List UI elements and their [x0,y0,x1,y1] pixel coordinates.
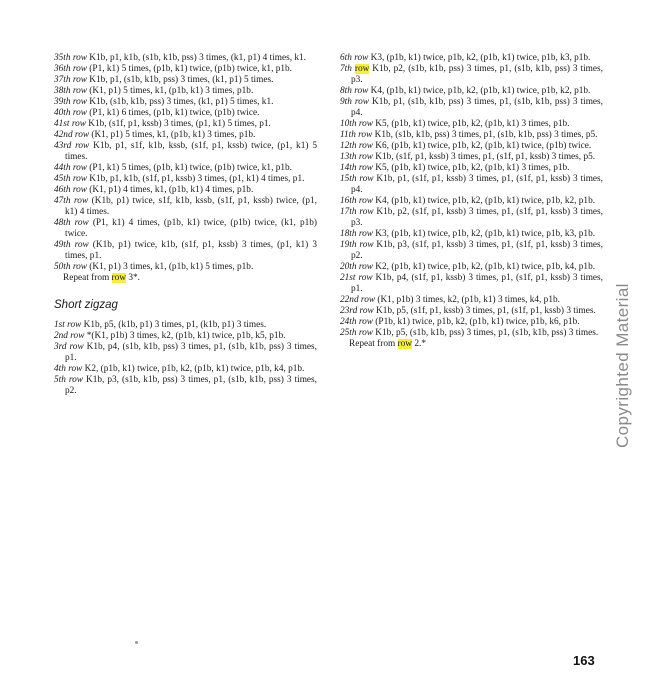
pattern-row [340,119,603,130]
row-instructions: K1b, p2, (s1b, k1b, pss) 3 times, p1, (s1b, k1b, pss) 3 times, p3. [351,64,603,85]
row-instructions: K4, (p1b, k1) twice, p1b, k2, (p1b, k1) twice, p1b, k2, p1b. [368,86,591,96]
row-label: 49th row [54,240,89,250]
row-instructions: (K1, p1) 5 times, k1, (p1b, k1) 3 times, p1b. [89,130,256,140]
row-instructions: K1b, p1, s1f, k1b, kssb, (s1f, p1, kssb) twice, (p1, k1) 5 times. [65,141,317,162]
pattern-row [340,97,603,119]
row-instructions: K6, (p1b, k1) twice, p1b, k2, (p1b, k1) twice, (p1b) twice. [372,141,592,151]
pattern-row [54,163,317,174]
repeat-text: Repeat from [349,339,398,349]
pattern-row [340,152,603,163]
repeat-instruction [54,273,317,284]
pattern-row [54,53,317,64]
row-label: 35th row [54,53,87,63]
row-instructions: K3, (p1b, k1) twice, p1b, k2, (p1b, k1) twice, p1b, k3, p1b. [372,229,596,239]
row-label: 3rd row [54,342,84,352]
pattern-row [340,53,603,64]
row-label: 6th row [340,53,369,63]
row-instructions: (K1b, p1) twice, k1b, (s1f, p1, kssb) 3 times, (p1, k1) 3 times, p1. [65,240,317,261]
row-instructions: K1b, p1, (s1f, p1, kssb) 3 times, p1, (s1f, p1, kssb) 3 times, p4. [351,174,603,195]
row-instructions: K1b, p5, (s1b, k1b, pss) 3 times, p1, (s1b, k1b, pss) 3 times. [372,328,599,338]
row-label: 40th row [54,108,87,118]
row-label: 47th row [54,196,89,206]
row-instructions: K1b, (s1f, p1, kssb) 3 times, (p1, k1) 5 times, p1. [85,119,271,129]
row-label: 21st row [340,273,373,283]
pattern-row [54,86,317,97]
pattern-row [54,331,317,342]
zigzag-rows-continued [54,53,317,273]
row-label: 25th row [340,328,373,338]
row-instructions: K1b, p4, (s1b, k1b, pss) 3 times, p1, (s1b, k1b, pss) 3 times, p1. [65,342,317,363]
row-label: 42nd row [54,130,90,140]
row-instructions: (K1, p1) 4 times, k1, (p1b, k1) 4 times, p1b. [86,185,254,195]
row-instructions: (P1, k1) 4 times, (p1b, k1) twice, (p1b) twice, (k1, p1b) twice. [65,218,317,239]
pattern-row [340,86,603,97]
pattern-row [54,218,317,240]
row-label: 44th row [54,163,87,173]
repeat-text-end: 2.* [412,339,426,349]
row-label: 50th row [54,262,87,272]
pattern-row [54,97,317,108]
pattern-row [54,364,317,375]
row-label: 16th row [340,196,373,206]
row-label: 39th row [54,97,87,107]
row-label: 9th row [340,97,370,107]
row-label: 43rd row [54,141,90,151]
row-instructions: K1b, p3, (s1b, k1b, pss) 3 times, p1, (s1b, k1b, pss) 3 times, p2. [65,375,317,396]
pattern-row [340,207,603,229]
section-title: Short zigzag [54,299,118,311]
row-instructions: K1b, p1, (s1b, k1b, pss) 3 times, (k1, p1) 5 times. [86,75,274,85]
repeat-instruction [340,339,603,350]
highlighted-word: row [354,64,370,74]
pattern-row [340,64,603,86]
row-label: 18th row [340,229,373,239]
page-number: 163 [573,653,595,668]
pattern-row [54,262,317,273]
row-instructions: K1b, (s1b, k1b, pss) 3 times, p1, (s1b, k1b, pss) 3 times, p5. [372,130,598,140]
row-instructions: K1b, (s1f, p1, kssb) 3 times, p1, (s1f, p1, kssb) 3 times, p5. [372,152,596,162]
watermark: Copyrighted Material [613,283,632,448]
row-label: 8th row [340,86,369,96]
row-label: 11th row [340,130,373,140]
pattern-row [54,196,317,218]
repeat-text-end: 3*. [126,273,140,283]
pattern-row [54,108,317,119]
row-instructions: (P1b, k1) twice, p1b, k2, (p1b, k1) twice, p1b, k6, p1b. [372,317,580,327]
row-label: 7th [340,64,355,74]
pattern-row [54,185,317,196]
row-label: 22nd row [340,295,376,305]
pattern-row [54,119,317,130]
row-instructions: (K1, p1b) 3 times, k2, (p1b, k1) 3 times, k4, p1b. [375,295,560,305]
highlighted-word: row [397,339,413,349]
pattern-row [340,163,603,174]
pattern-row [340,273,603,295]
row-instructions: K1b, p3, (s1f, p1, kssb) 3 times, p1, (s1f, p1, kssb) 3 times, p2. [351,240,603,261]
row-instructions: (K1, p1) 3 times, k1, (p1b, k1) 5 times, p1b. [86,262,254,272]
row-instructions: K1b, p1, k1b, (s1f, p1, kssb) 3 times, (p1, k1) 4 times, p1. [86,174,305,184]
row-label: 36th row [54,64,87,74]
short-zigzag-rows-continued [340,53,603,339]
row-label: 23rd row [340,306,374,316]
row-label: 37th row [54,75,87,85]
row-instructions: (P1, k1) 5 times, (p1b, k1) twice, (p1b) twice, k1, p1b. [86,163,292,173]
row-instructions: K2, (p1b, k1) twice, p1b, k2, (p1b, k1) twice, p1b, k4, p1b. [372,262,596,272]
pattern-row [54,375,317,397]
row-label: 2nd row [54,331,85,341]
pattern-row [340,229,603,240]
row-label: 41st row [54,119,86,129]
pattern-row [340,262,603,273]
pattern-row [54,342,317,364]
pattern-row [54,141,317,163]
row-label: 13th row [340,152,373,162]
pattern-row [340,174,603,196]
row-instructions: K1b, p4, (s1f, p1, kssb) 3 times, p1, (s1f, p1, kssb) 3 times, p1. [351,273,603,294]
pattern-row [340,317,603,328]
pattern-row [340,130,603,141]
row-label: 4th row [54,364,83,374]
row-instructions: (P1, k1) 6 times, (p1b, k1) twice, (p1b) twice. [86,108,260,118]
row-label: 20th row [340,262,373,272]
row-label: 45th row [54,174,87,184]
right-column [340,53,603,350]
pattern-row [54,75,317,86]
row-label: 1st row [54,320,82,330]
row-instructions: (K1, p1) 5 times, k1, (p1b, k1) 3 times, p1b. [86,86,254,96]
pattern-row [340,295,603,306]
pattern-row [340,306,603,317]
row-instructions: K2, (p1b, k1) twice, p1b, k2, (p1b, k1) twice, p1b, k4, p1b. [82,364,305,374]
row-instructions: K5, (p1b, k1) twice, p1b, k2, (p1b, k1) 3 times, p1b. [372,163,570,173]
pattern-row [54,64,317,75]
row-instructions: *(K1, p1b) 3 times, k2, (p1b, k1) twice, p1b, k5, p1b. [84,331,286,341]
row-instructions: K1b, p5, (k1b, p1) 3 times, p1, (k1b, p1) 3 times. [81,320,267,330]
row-label: 14th row [340,163,373,173]
pattern-row [340,328,603,339]
row-label: 46th row [54,185,87,195]
row-label: 19th row [340,240,374,250]
row-label: 38th row [54,86,87,96]
pattern-row [54,320,317,331]
row-instructions: (P1, k1) 5 times, (p1b, k1) twice, (p1b) twice, k1, p1b. [86,64,292,74]
row-label: 5th row [54,375,84,385]
row-instructions: K1b, p2, (s1f, p1, kssb) 3 times, p1, (s1f, p1, kssb) 3 times, p3. [351,207,603,228]
row-instructions: K1b, p1, k1b, (s1b, k1b, pss) 3 times, (k1, p1) 4 times, k1. [86,53,306,63]
highlighted-word: row [111,273,127,283]
repeat-text: Repeat from [63,273,112,283]
print-speck [135,641,138,644]
row-instructions: K1b, p1, (s1b, k1b, pss) 3 times, p1, (s1b, k1b, pss) 3 times, p4. [351,97,603,118]
pattern-row [340,196,603,207]
pattern-row [54,130,317,141]
row-instructions: (K1b, p1) twice, s1f, k1b, kssb, (s1f, p1, kssb) twice, (p1, k1) 4 times. [65,196,317,217]
row-label: 12th row [340,141,373,151]
pattern-row [54,174,317,185]
row-label: 24th row [340,317,373,327]
row-label: 17th row [340,207,374,217]
pattern-row [340,240,603,262]
row-instructions: K3, (p1b, k1) twice, p1b, k2, (p1b, k1) twice, p1b, k3, p1b. [368,53,591,63]
row-label: 15th row [340,174,374,184]
left-column [54,53,317,397]
row-label: 48th row [54,218,89,228]
pattern-row [340,141,603,152]
row-instructions: K5, (p1b, k1) twice, p1b, k2, (p1b, k1) 3 times, p1b. [372,119,570,129]
row-label: 10th row [340,119,373,129]
short-zigzag-rows [54,320,317,397]
pattern-row [54,240,317,262]
row-instructions: K1b, (s1b, k1b, pss) 3 times, (k1, p1) 5 times, k1. [86,97,274,107]
row-instructions: K1b, p5, (s1f, p1, kssb) 3 times, p1, (s1f, p1, kssb) 3 times. [373,306,596,316]
row-instructions: K4, (p1b, k1) twice, p1b, k2, (p1b, k1) twice, p1b, k2, p1b. [372,196,596,206]
